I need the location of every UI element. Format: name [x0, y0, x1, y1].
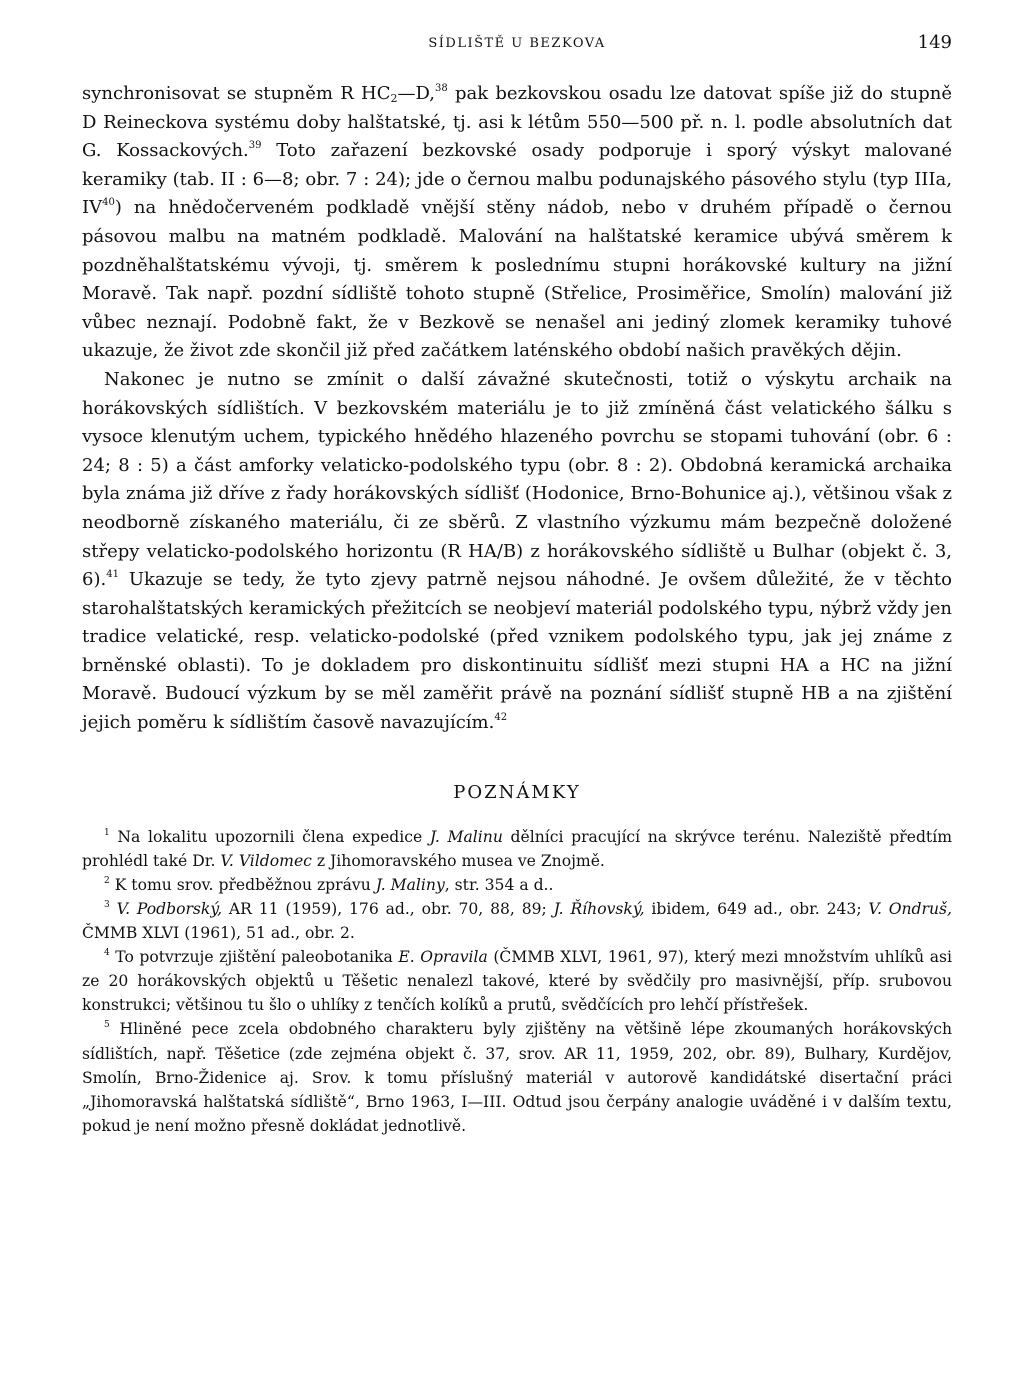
text-run: , str. 354 a d..: [444, 875, 554, 894]
text-run: Toto zařazení bezkovské osady podporuje i sporý výskyt malované keramiky (tab. II : 6—8; obr. 7 : 24); jde o černou malbu podunajského pásového stylu (typ IIIa, IV: [82, 140, 953, 219]
footnote-ref-40: 40: [102, 197, 115, 209]
text-run: K tomu srov. předběžnou zprávu: [109, 875, 376, 894]
text-run: Hliněné pece zcela obdobného charakteru byly zjištěny na většině lépe zkoumaných horákovských sídlištích, např. Těšetice (zde zejména objekt č. 37, srov. AR 11, 1959, 202, obr. 89), Bulhary, Kurdějov, Smolín, Brno-Židenice aj. Srov. k tomu příslušný materiál v autorově kandidátské disertační práci „Jihomoravská halštatská sídliště“, Brno 1963, I—III. Odtud jsou čerpány analogie uváděné i v dalším textu, pokud je není možno přesně dokládat jednotlivě.: [82, 1020, 952, 1135]
text-run: To potvrzuje zjištění paleobotanika: [109, 948, 399, 967]
footnote-ref-42: 42: [494, 712, 508, 724]
note-1: [82, 825, 952, 873]
note-number: 1: [104, 827, 110, 838]
note-4: [82, 945, 952, 1017]
page: [82, 28, 952, 1138]
italic-name: V. Ondruš,: [868, 899, 952, 918]
text-run: ibidem, 649 ad., obr. 243;: [644, 899, 869, 918]
body-text: [82, 80, 952, 738]
text-run: dělníci pracující na skrývce terénu. Naleziště předtím prohlédl také Dr.: [82, 827, 952, 870]
notes-list: [82, 825, 952, 1138]
text-run: AR 11 (1959), 176 ad., obr. 70, 88, 89;: [222, 899, 554, 918]
note-2: [82, 873, 952, 897]
note-number: 5: [104, 1020, 110, 1031]
italic-name: V. Vildomec: [220, 851, 312, 870]
italic-name: J. Říhovský,: [553, 899, 645, 918]
paragraph-2: [82, 366, 952, 738]
text-run: ) na hnědočerveném podkladě vnější stěny nádob, nebo v druhém případě o černou pásovou malbu na matném podkladě. Malování na halštatské keramice ubývá směrem k pozdněhalštatskému vývoji, tj. směrem k poslednímu stupni horákovské kultury na jižní Moravě. Tak např. pozdní sídliště tohoto stupně (Střelice, Prosiměřice, Smolín) malování již vůbec neznají. Podobně fakt, že v Bezkově se nenašel ani jediný zlomek keramiky tuhové ukazuje, že život zde skončil již před začátkem laténského období našich pravěkých dějin.: [82, 197, 952, 362]
italic-name: V. Podborský,: [116, 899, 223, 918]
italic-name: J. Maliny: [375, 875, 445, 894]
footnote-ref-38: 38: [435, 83, 448, 94]
text-run: Na lokalitu upozornili člena expedice: [109, 827, 430, 846]
italic-name: E. Opravila: [398, 948, 488, 967]
text-run: —D,: [397, 83, 436, 104]
page-number: 149: [917, 32, 952, 53]
text-run: pak bezkovskou osadu lze datovat spíše již do stupně D Reineckova systému doby halštatské, tj. asi k létům 550—500 př. n. l. podle absolutních dat G. Kossackových.: [82, 83, 953, 162]
text-run: (ČMMB XLVI, 1961, 97), který mezi množstvím uhlíků asi ze 20 horákovských objektů u Těšetic nenalezl takové, které by svědčily pro masivnější, příp. srubovou konstrukci; většinou tu šlo o uhlíky z tenčích kolíků a prutů, svědčících pro lehčí přístřešek.: [82, 948, 952, 1015]
note-3: [82, 897, 952, 945]
notes-heading: POZNÁMKY: [453, 781, 581, 803]
running-title: SÍDLIŠTĚ U BEZKOVA: [428, 36, 606, 51]
text-run: ČMMB XLVI (1961), 51 ad., obr. 2.: [82, 924, 355, 943]
text-run: z Jihomoravského musea ve Znojmě.: [311, 851, 605, 870]
note-5: [82, 1017, 952, 1137]
text-run: synchronisovat se stupněm R HC: [82, 83, 391, 104]
subscript: 2: [390, 92, 398, 105]
footnote-ref-39: 39: [248, 140, 262, 152]
italic-name: J. Malinu: [429, 827, 503, 846]
running-head: [82, 28, 952, 62]
footnote-ref-41: 41: [106, 569, 119, 581]
note-number: 2: [104, 875, 110, 886]
note-number: 3: [104, 899, 110, 910]
paragraph-1: [82, 80, 952, 366]
text-run: Nakonec je nutno se zmínit o další závažné skutečnosti, totiž o výskytu archaik na horákovských sídlištích. V bezkovském materiálu je to již zmíněná část velatického šálku s vysoce klenutým uchem, typického hnědého hlazeného povrchu se stopami tuhování (obr. 6 : 24; 8 : 5) a část amforky velaticko-podolského typu (obr. 8 : 2). Obdobná keramická archaika byla známa již dříve z řady horákovských sídlišť (Hodonice, Brno-Bohunice aj.), většinou však z neodborně získaného materiálu, či ze sběrů. Z vlastního výzkumu mám bezpečně doložené střepy velaticko-podolského horizontu (R HA/B) z horákovského sídliště u Bulhar (objekt č. 3, 6).: [82, 368, 952, 591]
note-number: 4: [104, 948, 110, 959]
text-run: Ukazuje se tedy, že tyto zjevy patrně nejsou náhodné. Je ovšem důležité, že v těchto starohalštatských keramických přežitcích se neobjeví materiál podolského typu, nýbrž vždy jen tradice velatické, resp. velaticko-podolské (před vznikem podolského typu, jak jej známe z brněnské oblasti). To je dokladem pro diskontinuitu sídlišť mezi stupni HA a HC na jižní Moravě. Budoucí výzkum by se měl zaměřit právě na poznání sídlišť stupně HB a na zjištění jejich poměru k sídlištím časově navazujícím.: [82, 569, 952, 734]
text-run: [110, 900, 117, 918]
